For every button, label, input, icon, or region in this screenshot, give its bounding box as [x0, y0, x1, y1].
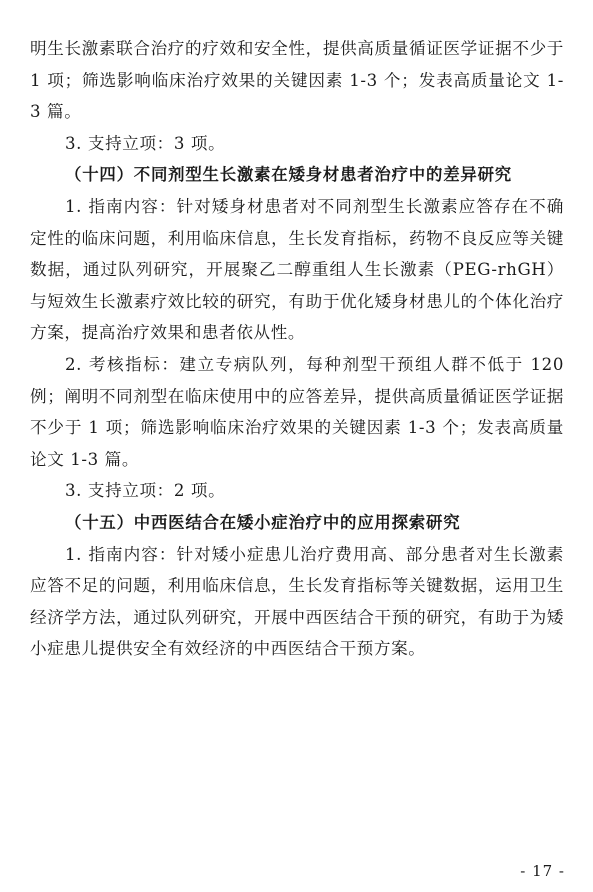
page-number: - 17 -: [520, 862, 565, 880]
section-heading-15: （十五）中西医结合在矮小症治疗中的应用探索研究: [65, 512, 461, 532]
paragraph-guide-content-15: 1. 指南内容：针对矮小症患儿治疗费用高、部分患者对生长激素应答不足的问题，利用临床信息，生长发育指标等关键数据，运用卫生经济学方法，通过队列研究，开展中西医结合干预的研究，有助于为矮小症患儿提供安全有效经济的中西医结合干预方案。: [30, 544, 564, 659]
paragraph-intro: 明生长激素联合治疗的疗效和安全性，提供高质量循证医学证据不少于 1 项；筛选影响临床治疗效果的关键因素 1-3 个；发表高质量论文 1-3 篇。: [30, 39, 564, 122]
section-heading-14: （十四）不同剂型生长激素在矮身材患者治疗中的差异研究: [65, 165, 512, 185]
paragraph-support-projects-3: 3. 支持立项：3 项。: [65, 133, 226, 153]
paragraph-guide-content-14: 1. 指南内容：针对矮身材患者对不同剂型生长激素应答存在不确定性的临床问题，利用临床信息，生长发育指标，药物不良反应等关键数据，通过队列研究，开展聚乙二醇重组人生长激素（PEG-rhGH）与短效生长激素疗效比较的研究，有助于优化矮身材患儿的个体化治疗方案，提高治疗效果和患者依从性。: [30, 196, 564, 343]
paragraph-assessment-14: 2. 考核指标：建立专病队列，每种剂型干预组人群不低于 120 例；阐明不同剂型在临床使用中的应答差异，提供高质量循证医学证据不少于 1 项；筛选影响临床治疗效果的关键因素 1-3 个；发表高质量论文 1-3 篇。: [30, 354, 564, 469]
body-text: [30, 33, 564, 665]
paragraph-support-projects-2: 3. 支持立项：2 项。: [65, 481, 226, 501]
